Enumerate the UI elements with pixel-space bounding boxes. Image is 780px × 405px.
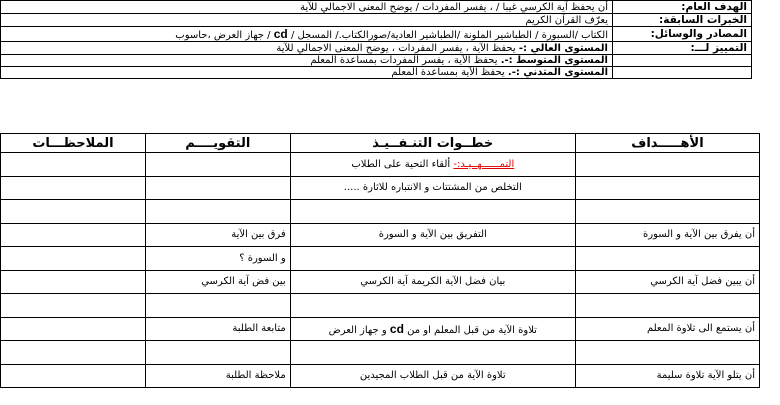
step-cell: التخلص من المشتتات و الانتباره للاثارة .....	[290, 176, 575, 200]
prior-experience-row	[1, 14, 761, 27]
notes-cell	[1, 341, 146, 365]
diff-low-value	[1, 67, 613, 79]
diff-high-row	[1, 42, 761, 55]
eval-cell: ملاحظة الطلبة	[145, 364, 290, 388]
step-cell	[290, 200, 575, 224]
step-text: تلاوة الآية من قبل المعلم او من	[407, 324, 537, 336]
intro-label: التمــــــهــيـد:-	[453, 158, 515, 170]
resources-row	[1, 27, 761, 42]
diff-low-label: المستوى المتدني :-.	[507, 67, 608, 78]
step-cell: التفريق بين الآية و السورة	[290, 223, 575, 247]
goal-cell	[575, 294, 759, 318]
general-goal-label: الهدف العام:	[613, 1, 752, 14]
resources-value	[1, 27, 613, 42]
step-cell: بيان فضل الآية الكريمة آية الكرسي	[290, 270, 575, 294]
resources-label: المصادر والوسائل:	[613, 27, 752, 42]
notes-header: الملاحظـــات	[1, 134, 146, 153]
header-row	[1, 134, 760, 153]
table-row	[1, 317, 760, 341]
table-row	[1, 294, 760, 318]
notes-cell	[1, 176, 146, 200]
step-cell	[290, 153, 575, 177]
notes-cell	[1, 153, 146, 177]
table-row	[1, 270, 760, 294]
goals-header: الأهـــــداف	[575, 134, 759, 153]
goal-cell	[575, 200, 759, 224]
diff-mid-label: المستوى المتوسط :-.	[500, 55, 608, 66]
goal-cell	[575, 341, 759, 365]
diff-high-label: المستوى العالي :-	[518, 42, 608, 54]
spacer	[752, 67, 761, 79]
goal-cell: أن يبين فضل آية الكرسي	[575, 270, 759, 294]
spacer	[752, 14, 761, 27]
diff-high-value	[1, 42, 613, 55]
notes-cell	[1, 294, 146, 318]
eval-cell	[145, 153, 290, 177]
notes-cell	[1, 364, 146, 388]
differentiation-label: التمييز لـــ:	[613, 42, 752, 55]
cd-label: cd	[389, 321, 404, 336]
steps-header: خطــوات التنـفــيـذ	[290, 134, 575, 153]
prior-experience-label: الخبرات السابقة:	[613, 14, 752, 27]
spacer	[752, 27, 761, 42]
prior-experience-value: يعرّف القرآن الكريم	[1, 14, 613, 27]
notes-cell	[1, 247, 146, 271]
step-cell	[290, 294, 575, 318]
diff-high-text: يحفظ الآية ، يفسر المفردات ، يوضح المعنى الاجمالي للآية	[276, 42, 516, 54]
table-row	[1, 341, 760, 365]
eval-cell	[145, 176, 290, 200]
diff-mid-text: يحفظ الآية ، يفسر المفردات بمساعدة المعلم	[310, 55, 498, 66]
eval-cell	[145, 200, 290, 224]
spacer	[752, 55, 761, 67]
eval-cell: فرق بين الآية	[145, 223, 290, 247]
spacer	[752, 1, 761, 14]
general-goal-row	[1, 1, 761, 14]
notes-cell	[1, 200, 146, 224]
empty-label-cell	[613, 55, 752, 67]
empty-label-cell	[613, 67, 752, 79]
table-row	[1, 153, 760, 177]
resources-text: الكتاب /السبورة / الطباشير الملونة /الطباشير العادية/صورالكتاب./ المسجل /	[290, 30, 608, 41]
diff-low-row	[1, 67, 761, 79]
eval-cell: متابعة الطلبة	[145, 317, 290, 341]
step-cell: تلاوة الآية من قبل الطلاب المجيدين	[290, 364, 575, 388]
table-row	[1, 200, 760, 224]
step-cell	[290, 317, 575, 341]
eval-cell: بين فض آية الكرسي	[145, 270, 290, 294]
lesson-info-table	[0, 0, 760, 79]
general-goal-value: أن يحفظ آية الكرسي غيبا / ، يفسر المفردات / يوضح المعنى الاجمالي للآية	[1, 1, 613, 14]
goal-cell	[575, 247, 759, 271]
table-row	[1, 364, 760, 388]
diff-low-text: يحفظ الآية بمساعدة المعلم	[391, 67, 505, 78]
goal-cell: أن يفرق بين الآية و السورة	[575, 223, 759, 247]
table-row	[1, 176, 760, 200]
cd-label: cd	[273, 27, 288, 41]
notes-cell	[1, 270, 146, 294]
goal-cell	[575, 176, 759, 200]
table-row	[1, 247, 760, 271]
intro-text: ألقاء التحية على الطلاب	[351, 158, 451, 170]
goal-cell	[575, 153, 759, 177]
step-cell	[290, 247, 575, 271]
goal-cell: أن يتلو الآية تلاوة سليمة	[575, 364, 759, 388]
notes-cell	[1, 223, 146, 247]
goal-cell: أن يستمع الى تلاوة المعلم	[575, 317, 759, 341]
eval-cell: و السورة ؟	[145, 247, 290, 271]
notes-cell	[1, 317, 146, 341]
spacer	[752, 42, 761, 55]
evaluation-header: التقويــــم	[145, 134, 290, 153]
diff-mid-row	[1, 55, 761, 67]
resources-text-end: / جهاز العرض ،حاسوب	[175, 30, 271, 41]
eval-cell	[145, 341, 290, 365]
eval-cell	[145, 294, 290, 318]
step-text-end: و جهاز العرض	[328, 324, 387, 336]
step-cell	[290, 341, 575, 365]
table-row	[1, 223, 760, 247]
diff-mid-value	[1, 55, 613, 67]
lesson-steps-table	[0, 133, 760, 388]
